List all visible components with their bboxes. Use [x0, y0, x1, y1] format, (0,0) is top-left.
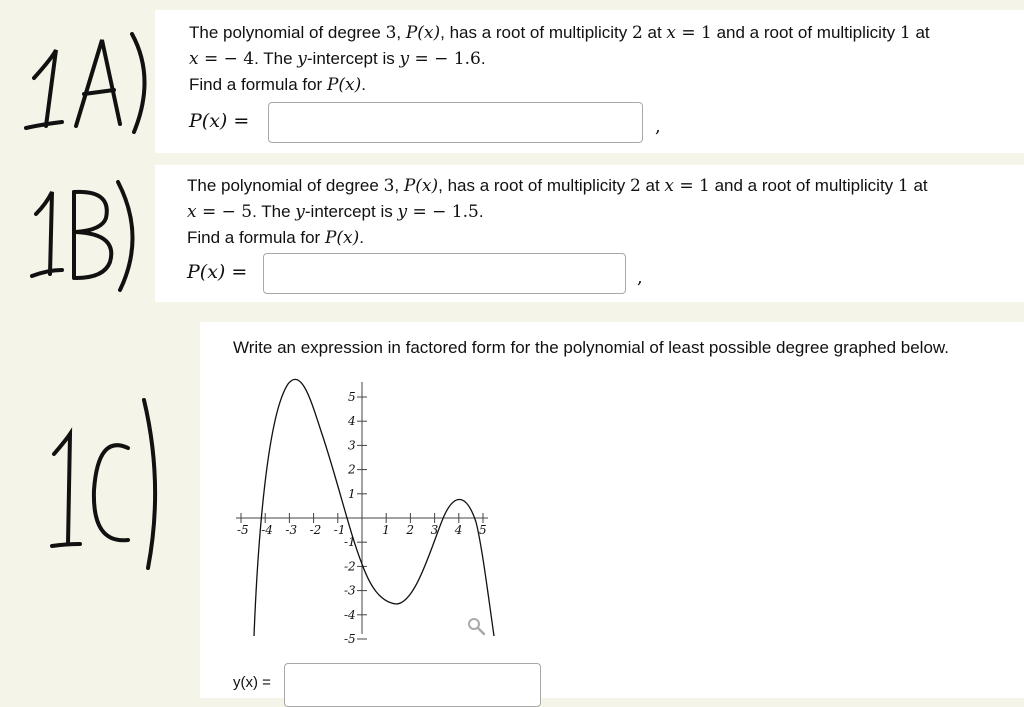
x-tick-label: -4 — [261, 523, 273, 537]
function-name: P(x) — [326, 75, 362, 95]
text-segment: The polynomial of degree — [187, 176, 384, 195]
polynomial-curve — [254, 379, 494, 636]
x-equals: x = — [189, 49, 224, 69]
question-1a-line3 — [189, 72, 1024, 98]
x-tick-label: 2 — [406, 523, 415, 537]
y-variable: y — [297, 49, 307, 69]
answer-input-1b[interactable] — [263, 253, 626, 294]
function-name: P(x) — [405, 23, 441, 43]
x-tick-label: -5 — [237, 523, 249, 537]
y-tick-label: 2 — [348, 462, 356, 477]
text-segment: , — [396, 23, 406, 42]
y-tick-label: -5 — [344, 632, 356, 646]
x-tick-label: 4 — [454, 523, 463, 537]
text-segment: . The — [252, 202, 296, 221]
question-1c-prompt: Write an expression in factored form for the polynomial of least possible degree graphed below. — [233, 338, 949, 357]
y-tick-label: -1 — [344, 535, 356, 550]
handwritten-label-1a — [14, 28, 154, 138]
y-tick-label: -4 — [344, 607, 356, 622]
x-tick-label: 5 — [479, 523, 487, 537]
text-segment: . — [359, 228, 364, 247]
intercept-value: − 1.5 — [432, 202, 479, 222]
function-name: P(x) — [324, 228, 360, 248]
question-1a-line1 — [189, 20, 1024, 46]
root-value: 1 — [699, 176, 710, 196]
answer-input-1a[interactable] — [268, 102, 643, 143]
x-equals: x = — [187, 202, 222, 222]
x-equals: x = — [664, 176, 700, 196]
multiplicity-value: 2 — [629, 176, 641, 196]
text-segment: , — [394, 176, 404, 195]
polynomial-graph — [220, 374, 510, 651]
handwritten-label-1c — [44, 394, 174, 574]
question-card-1b — [155, 165, 1024, 302]
answer-label-1b: P(x) = — [187, 261, 248, 283]
text-segment: , has a root of multiplicity — [438, 176, 630, 195]
x-tick-label: 3 — [430, 523, 439, 537]
text-segment: , has a root of multiplicity — [440, 23, 632, 42]
answer-label-1a: P(x) = — [189, 110, 250, 132]
question-card-1a — [155, 10, 1024, 153]
question-1b-line1 — [187, 173, 1022, 199]
y-tick-label: 1 — [348, 486, 356, 501]
question-card-1c — [200, 322, 1024, 698]
y-tick-label: -2 — [344, 559, 356, 574]
y-tick-label: 3 — [348, 438, 356, 453]
x-tick-label: -2 — [309, 523, 322, 537]
x-tick-label: -3 — [285, 523, 298, 537]
y-tick-label: -3 — [344, 583, 356, 598]
question-1b-line3 — [187, 225, 1022, 251]
text-segment: -intercept is — [306, 49, 400, 68]
answer-input-1c[interactable] — [284, 663, 541, 707]
text-segment: . — [361, 75, 366, 94]
x-tick-label: -1 — [333, 523, 346, 537]
text-segment: and a root of multiplicity — [711, 23, 900, 42]
degree-value: 3 — [383, 176, 395, 196]
comma: , — [637, 267, 643, 288]
text-segment: at — [640, 176, 665, 195]
multiplicity-value: 1 — [897, 176, 909, 196]
question-1a-text — [189, 20, 1024, 98]
text-segment: Find a formula for — [187, 228, 325, 247]
text-segment: -intercept is — [304, 202, 398, 221]
text-segment: . — [480, 49, 486, 68]
degree-value: 3 — [385, 23, 397, 43]
intercept-value: − 1.6 — [434, 49, 481, 69]
text-segment: at — [642, 23, 667, 42]
text-segment: . — [478, 202, 484, 221]
text-segment: The polynomial of degree — [189, 23, 386, 42]
answer-label-1c: y(x) = — [233, 674, 271, 691]
y-tick-label: 5 — [348, 390, 356, 404]
magnifier-icon[interactable] — [469, 619, 484, 634]
multiplicity-value: 2 — [631, 23, 643, 43]
y-equals: y = — [399, 49, 435, 69]
multiplicity-value: 1 — [899, 23, 911, 43]
graph-svg — [220, 374, 510, 646]
y-equals: y = — [397, 202, 433, 222]
text-segment: and a root of multiplicity — [709, 176, 898, 195]
y-tick-label: 4 — [348, 414, 356, 429]
comma: , — [655, 116, 661, 137]
function-name: P(x) — [403, 176, 439, 196]
x-tick-label: 1 — [382, 523, 390, 537]
handwritten-label-1b — [22, 178, 142, 293]
question-1b-line2 — [187, 199, 1022, 225]
text-segment: Find a formula for — [189, 75, 327, 94]
text-segment: at — [908, 176, 928, 195]
root-value: − 4 — [223, 49, 255, 69]
text-segment: at — [910, 23, 930, 42]
y-variable: y — [295, 202, 305, 222]
text-segment: . The — [254, 49, 298, 68]
question-1a-line2 — [189, 46, 1024, 72]
root-value: − 5 — [221, 202, 253, 222]
root-value: 1 — [701, 23, 712, 43]
question-1b-text — [187, 173, 1022, 251]
x-equals: x = — [666, 23, 702, 43]
